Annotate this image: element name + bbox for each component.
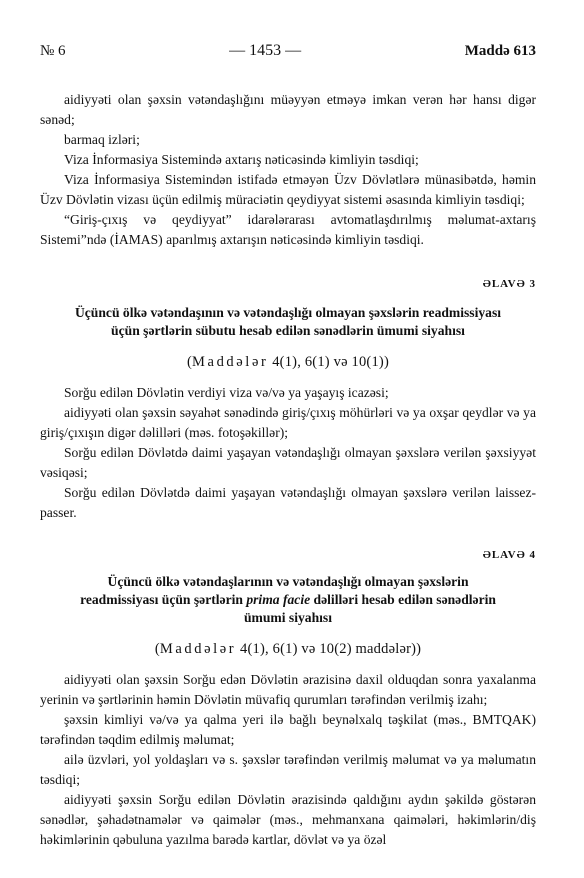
document-page <box>40 42 536 850</box>
paragraph: ailə üzvləri, yol yoldaşları və s. şəxslər tərəfindən verilmiş məlumat və ya məlumatın təsdiqi; <box>40 752 536 787</box>
top-section <box>40 90 536 250</box>
title-line: ümumi siyahısı <box>243 610 332 625</box>
paragraph: Sorğu edilən Dövlətin verdiyi viza və/və ya yaşayış icazəsi; <box>64 385 389 400</box>
appendix-4-label: ƏLAVƏ 4 <box>482 549 536 561</box>
title-line: Üçüncü ölkə vətəndaşlarının və vətəndaşlığı olmayan şəxslərin <box>107 574 469 589</box>
appendix-3-list <box>40 383 536 523</box>
paragraph: Viza İnformasiya Sistemindən istifadə etməyən Üzv Dövlətlərə münasibətdə, həmin Üzv Dövlətin vizası üçün edilmiş müraciətin qeydiyyat sistemi əsasında kimliyin təsdiqi; <box>40 172 536 207</box>
issue-number: № 6 <box>40 43 66 59</box>
paragraph: Sorğu edilən Dövlətdə daimi yaşayan vətəndaşlığı olmayan şəxslərə verilən laissez-passer. <box>40 485 536 520</box>
title-italic: prima facie <box>246 592 311 607</box>
title-line: üçün şərtlərin sübutu hesab edilən sənədlərin ümumi siyahısı <box>111 323 465 338</box>
paragraph: şəxsin kimliyi və/və ya qalma yeri ilə bağlı beynəlxalq təşkilat (məs., BMTQAK) tərəfindən təqdim edilmiş məlumat; <box>40 712 536 747</box>
appendix-4-articles <box>40 641 536 658</box>
paragraph: Viza İnformasiya Sistemində axtarış nəticəsində kimliyin təsdiqi; <box>64 152 419 167</box>
paragraph: “Giriş-çıxış və qeydiyyat” idarələrarası avtomatlaşdırılmış məlumat-axtarış Sistemi”ndə (İAMAS) aparılmış axtarışın nəticəsində kimliyin təsdiqi. <box>40 212 536 247</box>
title-text: dəlilləri hesab edilən sənədlərin <box>310 592 496 607</box>
paragraph: barmaq izləri; <box>64 132 140 147</box>
paragraph: aidiyyəti olan şəxsin vətəndaşlığını müəyyən etməyə imkan verən hər hansı digər sənəd; <box>40 92 536 127</box>
appendix-3-articles <box>40 354 536 371</box>
title-text: readmissiyası üçün şərtlərin <box>80 592 247 607</box>
articles-refs: 4(1), 6(1) və 10(1)) <box>268 354 389 370</box>
appendix-4-title <box>40 573 536 627</box>
appendix-4-list <box>40 670 536 850</box>
paragraph: aidiyyəti olan şəxsin səyahət sənədində giriş/çıxış möhürləri və ya oxşar qeydlər və ya giriş/çıxışın digər dəlilləri (məs. fotoşəkillər); <box>40 405 536 440</box>
articles-open: ( <box>154 641 160 657</box>
appendix-3-title <box>40 304 536 340</box>
articles-word: Maddələr <box>192 354 269 370</box>
title-line: Üçüncü ölkə vətəndaşının və vətəndaşlığı olmayan şəxslərin readmissiyası <box>74 305 502 320</box>
title-line <box>40 591 536 609</box>
page-header <box>40 42 536 60</box>
articles-open: ( <box>187 354 193 370</box>
paragraph: aidiyyəti şəxsin Sorğu edilən Dövlətin ərazisində qaldığını aydın şəkildə göstərən sənədlər, şəhadətnamələr və qaimələr (məs., mehmanxana qaimələri, həkimlərin/diş həkimlərinin qəbuluna yazılma barədə kartlar, dövlət və ya özəl <box>40 792 536 847</box>
articles-refs: 4(1), 6(1) və 10(2) maddələr)) <box>236 641 422 657</box>
article-label: Maddə 613 <box>464 43 536 59</box>
paragraph: aidiyyəti olan şəxsin Sorğu edən Dövlətin ərazisinə daxil olduqdan sonra yaxalanma yerinin və şərtlərinin həmin Dövlətin müvafiq qurumları tərəfindən verilmiş izahı; <box>40 672 536 707</box>
page-number: — 1453 — <box>229 42 302 59</box>
paragraph: Sorğu edilən Dövlətdə daimi yaşayan vətəndaşlığı olmayan şəxslərə verilən şəxsiyyət vəsiqəsi; <box>40 445 536 480</box>
articles-word: Maddələr <box>159 641 237 657</box>
appendix-3-label: ƏLAVƏ 3 <box>482 278 536 290</box>
